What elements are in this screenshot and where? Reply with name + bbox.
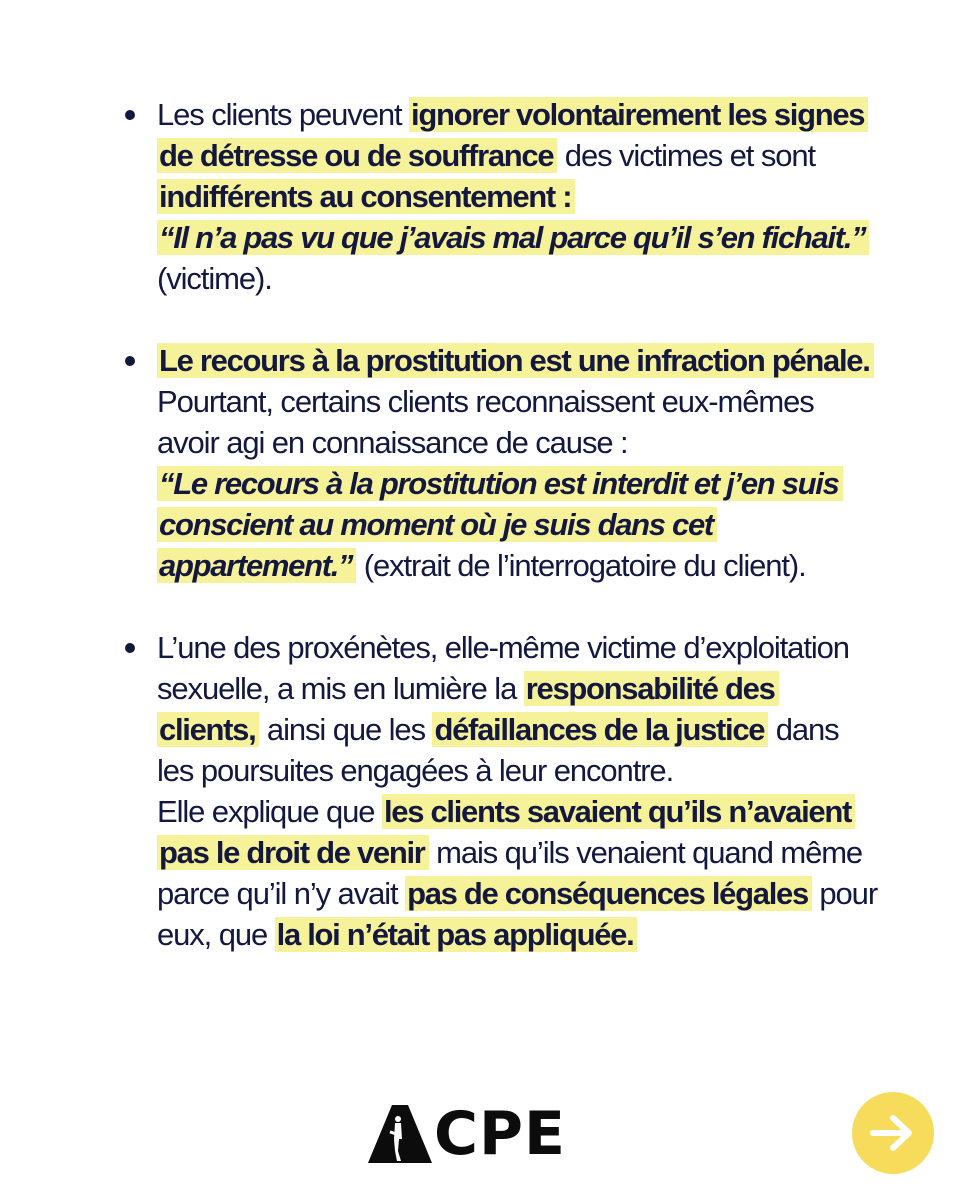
bullet-item-2 xyxy=(120,340,880,586)
text-segment: ainsi que les xyxy=(259,712,433,747)
bullet-paragraph xyxy=(157,340,880,586)
bullet-dot xyxy=(125,356,135,366)
acpe-logo xyxy=(368,1099,566,1169)
text-segment: pour eux, que xyxy=(157,876,878,952)
arrow-right-icon xyxy=(869,1113,917,1153)
text-segment: Les clients peuvent xyxy=(157,97,410,132)
highlighted-text: la loi n’était pas appliquée. xyxy=(275,917,638,952)
bullet-item-1 xyxy=(120,94,880,299)
next-button[interactable] xyxy=(852,1092,934,1174)
text-segment: dans les poursuites engagées à leur encontre. xyxy=(157,712,839,788)
highlighted-text: ignorer volontairement les signes de détresse ou de souffrance xyxy=(157,97,868,173)
highlighted-text: Le recours à la prostitution est une infraction pénale. xyxy=(157,343,874,378)
logo-a-silhouette-icon xyxy=(368,1105,432,1163)
text-segment: L’une des proxénètes, elle-même victime d’exploitation sexuelle, a mis en lumière la xyxy=(157,630,849,706)
bullet-item-3 xyxy=(120,627,880,955)
highlighted-quote: “Il n’a pas vu que j’avais mal parce qu’il s’en fichait.” xyxy=(157,220,869,255)
text-segment: (victime). xyxy=(157,261,272,296)
highlighted-text: pas de conséquences légales xyxy=(405,876,812,911)
bullet-dot xyxy=(125,643,135,653)
main-content xyxy=(120,94,880,955)
bullet-dot xyxy=(125,110,135,120)
highlighted-text: responsabilité des clients, xyxy=(157,671,779,747)
text-segment: mais qu’ils venaient quand même parce qu’il n’y avait xyxy=(157,835,863,911)
text-segment: (extrait de l’interrogatoire du client). xyxy=(356,548,806,583)
highlighted-text: indifférents au consentement : xyxy=(157,179,575,214)
bullet-paragraph xyxy=(157,94,880,299)
bullet-paragraph xyxy=(157,627,880,955)
highlighted-text: défaillances de la justice xyxy=(432,712,768,747)
highlighted-quote: “Le recours à la prostitution est interdit et j’en suis conscient au moment où je suis dans cet appartement.” xyxy=(157,466,843,583)
logo-wordmark: CPE xyxy=(434,1099,566,1169)
text-segment: Pourtant, certains clients reconnaissent eux-mêmes avoir agi en connaissance de cause : xyxy=(157,384,814,460)
text-segment: Elle explique que xyxy=(157,794,382,829)
highlighted-text: les clients savaient qu’ils n’avaient pas le droit de venir xyxy=(157,794,855,870)
text-segment: des victimes et sont xyxy=(557,138,816,173)
